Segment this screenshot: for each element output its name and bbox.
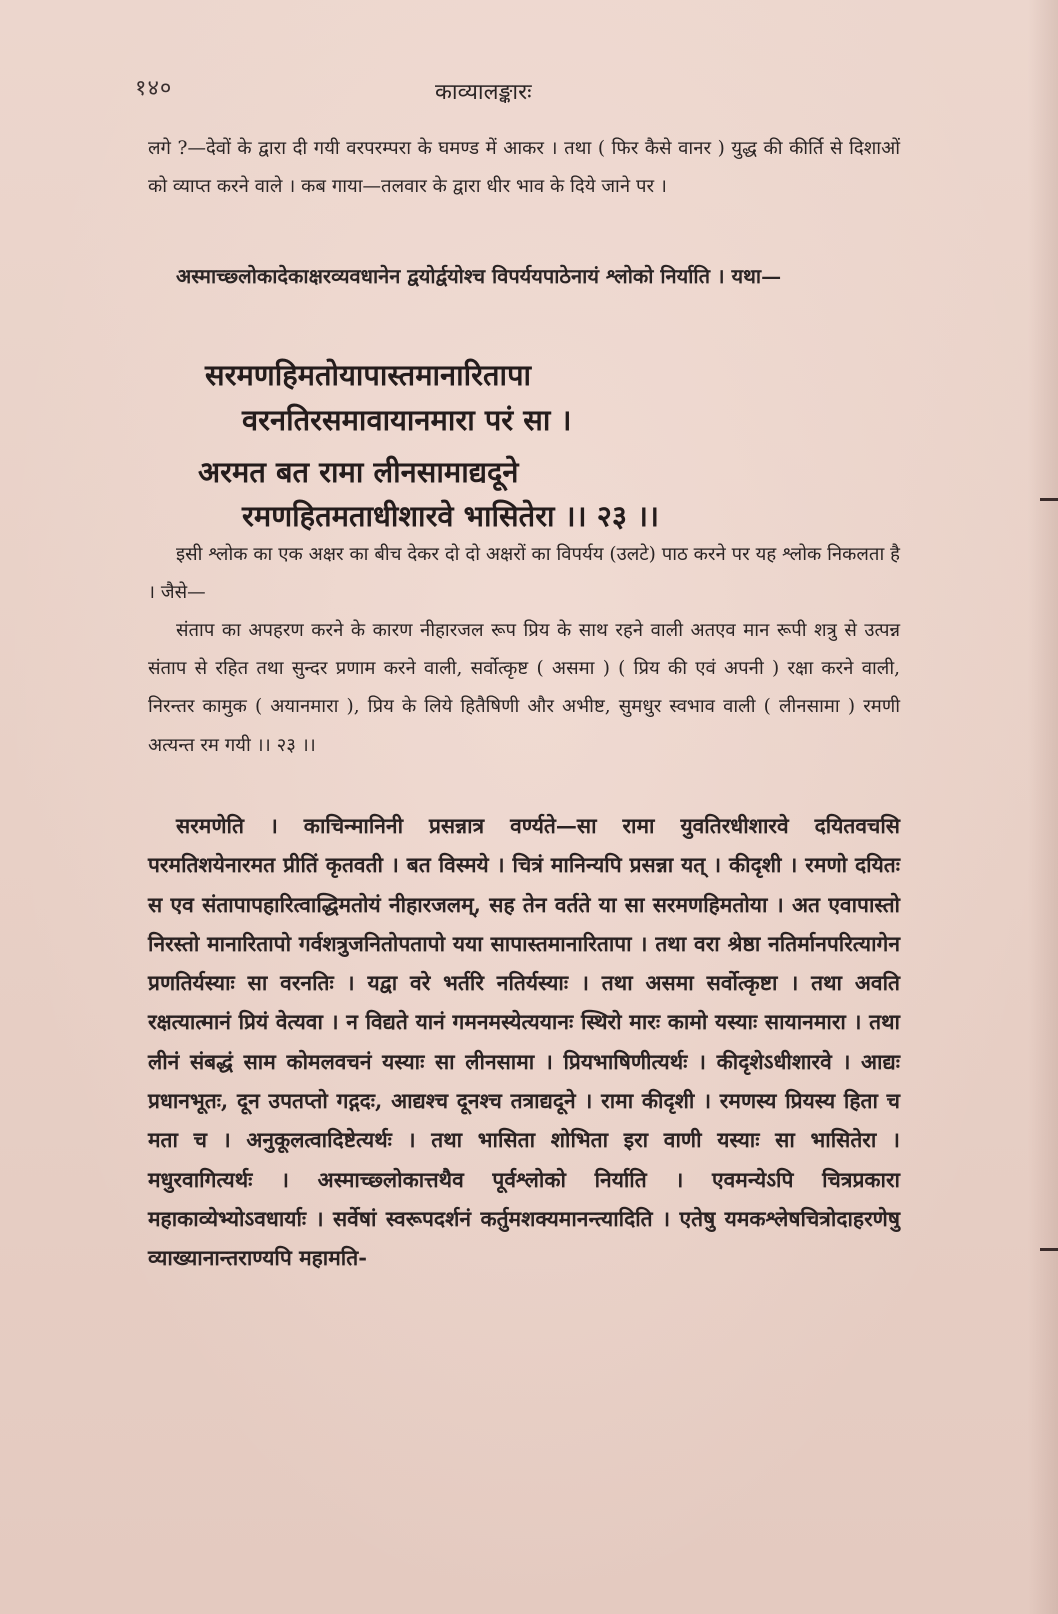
running-title: काव्यालङ्कारः [435,80,532,105]
lead-paragraph: अस्माच्छ्लोकादेकाक्षरव्यवधानेन द्वयोर्द्वयोश्च विपर्ययपाठेनायं श्लोको निर्याति । यथा— [176,264,782,288]
page-edge-mark [1040,498,1058,501]
intro-paragraph: लगे ?—देवों के द्वारा दी गयी वरपरम्परा के घमण्ड में आकर । तथा ( फिर कैसे वानर ) युद्ध की कीर्ति से दिशाओं को व्याप्त करने वाले । कब गाया—तलवार के द्वारा धीर भाव के दिये जाने पर । [148,138,900,197]
page-edge-mark [1040,1248,1058,1251]
page-number: १४० [135,76,173,101]
commentary-paragraph: सरमणेति । काचिन्मानिनी प्रसन्नात्र वर्ण्यते—सा रामा युवतिरधीशारवे दयितवचसि परमतिशयेनारमत प्रीतिं कृतवती । बत विस्मये । चित्रं मानिन्यपि प्रसन्ना यत् । कीदृशी । रमणो दयितः स एव संतापापहारित्वाद्धिमतोयं नीहारजलम्, सह तेन वर्तते या सा सरमणहिमतोया । अत एवापास्तो निरस्तो मानारितापो गर्वशत्रुजनितोपतापो यया सापास्तमानारितापा । तथा वरा श्रेष्ठा नतिर्मानपरित्यागेन प्रणतिर्यस्याः सा वरनतिः । यद्वा वरे भर्तरि नतिर्यस्याः । तथा असमा सर्वोत्कृष्टा । तथा अवति रक्षत्यात्मानं प्रियं वेत्यवा । न विद्यते यानं गमनमस्येत्ययानः स्थिरो मारः कामो यस्याः सायानमारा । तथा लीनं संबद्धं साम कोमलवचनं यस्याः सा लीनसामा । प्रियभाषिणीत्यर्थः । कीदृशेऽधीशारवे । आद्यः प्रधानभूतः, दून उपतप्तो गद्गदः, आद्यश्च दूनश्च तत्राद्यदूने । रामा कीदृशी । रमणस्य प्रियस्य हिता च मता च । अनुकूलत्वादिष्टेत्यर्थः । तथा भासिता शोभिता इरा वाणी यस्याः सा भासितेरा । मधुरवागित्यर्थः । अस्माच्छ्लोकात्तथैव पूर्वश्लोको निर्याति । एवमन्येऽपि चित्रप्रकारा महाकाव्येभ्योऽवधार्याः । सर्वेषां स्वरूपदर्शनं कर्तुमशक्यमानन्त्यादिति । एतेषु यमकश्लेषचित्रोदाहरणेषु व्याख्यानान्तराण्यपि महामति- [148,813,900,1271]
verse-line-1: सरमणहिमतोयापास्तमानारितापा [205,358,532,392]
meaning-paragraph: संताप का अपहरण करने के कारण नीहारजल रूप प्रिय के साथ रहने वाली अतएव मान रूपी शत्रु से उत्पन्न संताप से रहित तथा सुन्दर प्रणाम करने वाली, सर्वोत्कृष्ट ( असमा ) ( प्रिय की एवं अपनी ) रक्षा करने वाली, निरन्तर कामुक ( अयानमारा ), प्रिय के लिये हितैषिणी और अभीष्ट, सुमधुर स्वभाव वाली ( लीनसामा ) रमणी अत्यन्त रम गयी ।। २३ ।। [148,620,900,756]
page-header [135,72,905,112]
page-edge-shadow [1028,0,1058,1614]
verse-line-4: रमणहितमताधीशारवे भासितेरा ।। २३ ।। [242,499,659,533]
verse-line-3: अरमत बत रामा लीनसामाद्यदूने [198,455,519,489]
translation-note: इसी श्लोक का एक अक्षर का बीच देकर दो दो अक्षरों का विपर्यय (उलटे) पाठ करने पर यह श्लोक निकलता है । जैसे— [148,544,900,603]
verse-line-2: वरनतिरसमावायानमारा परं सा । [242,403,572,437]
